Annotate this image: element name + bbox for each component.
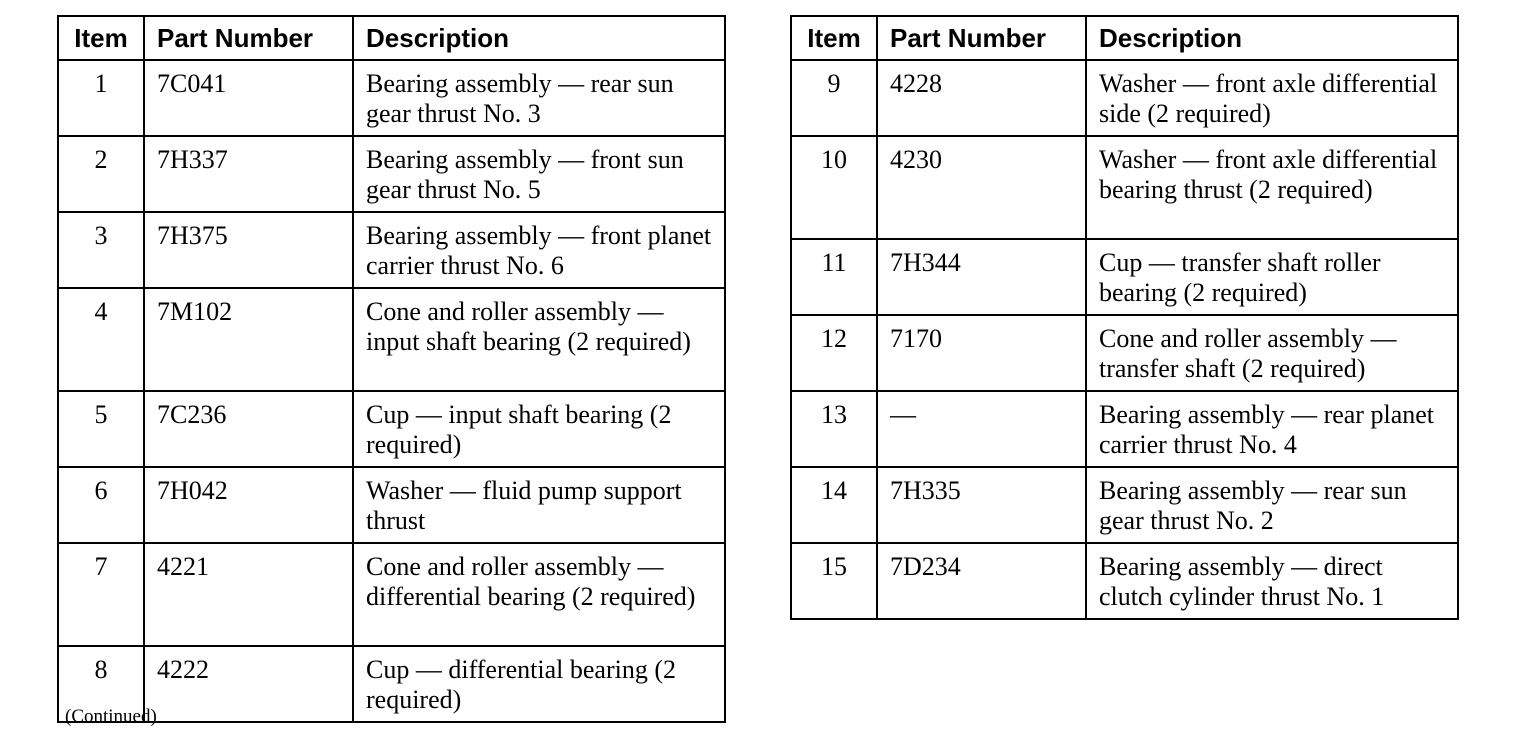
- cell-description: Washer — front axle differential bearing thrust (2 required): [1086, 136, 1458, 239]
- cell-item: 9: [791, 60, 877, 136]
- parts-table-right: [790, 15, 1459, 620]
- cell-description: Cup — input shaft bearing (2 required): [353, 391, 725, 467]
- table-row: [791, 391, 1458, 467]
- cell-part-number: 4221: [144, 543, 353, 646]
- table-row: [58, 136, 725, 212]
- header-part-number: Part Number: [144, 16, 353, 60]
- table-row: [791, 239, 1458, 315]
- cell-description: Cup — transfer shaft roller bearing (2 required): [1086, 239, 1458, 315]
- cell-item: 8: [58, 646, 144, 722]
- cell-part-number: 7H337: [144, 136, 353, 212]
- cell-description: Cone and roller assembly — input shaft bearing (2 required): [353, 288, 725, 391]
- cell-description: Bearing assembly — front sun gear thrust No. 5: [353, 136, 725, 212]
- table-row: [58, 288, 725, 391]
- cell-part-number: 7H375: [144, 212, 353, 288]
- cell-part-number: 4228: [877, 60, 1086, 136]
- cell-part-number: 4230: [877, 136, 1086, 239]
- cell-description: Bearing assembly — direct clutch cylinder thrust No. 1: [1086, 543, 1458, 619]
- cell-item: 5: [58, 391, 144, 467]
- cell-part-number: 7D234: [877, 543, 1086, 619]
- cell-item: 6: [58, 467, 144, 543]
- cell-description: Bearing assembly — rear sun gear thrust No. 3: [353, 60, 725, 136]
- cell-part-number: 7H042: [144, 467, 353, 543]
- cell-part-number: 7H335: [877, 467, 1086, 543]
- table-row: [58, 467, 725, 543]
- cell-part-number: 4222: [144, 646, 353, 722]
- continued-note: (Continued): [65, 706, 157, 727]
- table-header-row: [58, 16, 725, 60]
- cell-part-number: 7C236: [144, 391, 353, 467]
- cell-item: 4: [58, 288, 144, 391]
- table-row: [791, 543, 1458, 619]
- header-item: Item: [791, 16, 877, 60]
- table-row: [791, 136, 1458, 239]
- parts-table-left: [57, 15, 726, 723]
- cell-item: 11: [791, 239, 877, 315]
- cell-description: Bearing assembly — rear sun gear thrust No. 2: [1086, 467, 1458, 543]
- table-row: [58, 60, 725, 136]
- cell-part-number: 7170: [877, 315, 1086, 391]
- table-row: [791, 315, 1458, 391]
- cell-item: 10: [791, 136, 877, 239]
- cell-description: Washer — fluid pump support thrust: [353, 467, 725, 543]
- cell-part-number: —: [877, 391, 1086, 467]
- cell-description: Cone and roller assembly — transfer shaft (2 required): [1086, 315, 1458, 391]
- table-row: [58, 646, 725, 722]
- table-row: [791, 467, 1458, 543]
- header-description: Description: [1086, 16, 1458, 60]
- cell-part-number: 7H344: [877, 239, 1086, 315]
- cell-item: 12: [791, 315, 877, 391]
- cell-description: Bearing assembly — rear planet carrier thrust No. 4: [1086, 391, 1458, 467]
- header-part-number: Part Number: [877, 16, 1086, 60]
- cell-item: 15: [791, 543, 877, 619]
- cell-part-number: 7C041: [144, 60, 353, 136]
- cell-item: 3: [58, 212, 144, 288]
- header-description: Description: [353, 16, 725, 60]
- table-row: [58, 212, 725, 288]
- cell-description: Bearing assembly — front planet carrier thrust No. 6: [353, 212, 725, 288]
- header-item: Item: [58, 16, 144, 60]
- cell-part-number: 7M102: [144, 288, 353, 391]
- cell-item: 1: [58, 60, 144, 136]
- cell-description: Cup — differential bearing (2 required): [353, 646, 725, 722]
- table-row: [58, 543, 725, 646]
- cell-item: 2: [58, 136, 144, 212]
- table-row: [791, 60, 1458, 136]
- cell-description: Washer — front axle differential side (2 required): [1086, 60, 1458, 136]
- table-row: [58, 391, 725, 467]
- cell-item: 7: [58, 543, 144, 646]
- cell-item: 14: [791, 467, 877, 543]
- table-header-row: [791, 16, 1458, 60]
- cell-description: Cone and roller assembly — differential bearing (2 required): [353, 543, 725, 646]
- cell-item: 13: [791, 391, 877, 467]
